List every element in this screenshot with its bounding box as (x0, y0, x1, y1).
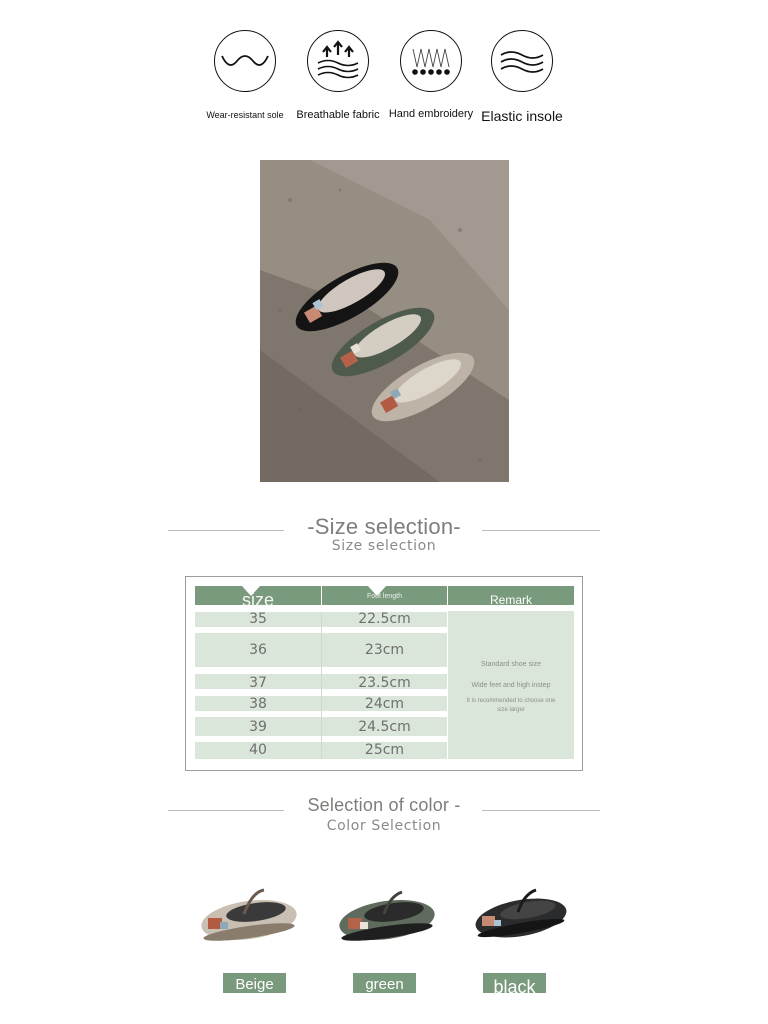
foot-length-cell: 22.5cm (358, 611, 411, 627)
feature-elastic (477, 30, 567, 124)
header-remark: Remark (489, 593, 532, 607)
foot-length-cell: 24.5cm (358, 719, 411, 735)
color-label-beige[interactable]: Beige (223, 973, 286, 993)
size-cell: 36 (249, 642, 267, 658)
size-cell: 35 (249, 611, 267, 627)
size-section-title: -Size selection- (307, 514, 461, 539)
feature-embroidery (386, 30, 476, 120)
product-photo (260, 160, 509, 482)
elastic-waves-icon (491, 30, 553, 92)
size-cell: 38 (249, 696, 267, 712)
shoe-green[interactable] (332, 870, 442, 960)
size-cell: 39 (249, 719, 267, 735)
remark-wide-feet: Wide feet and high instep (471, 682, 551, 689)
header-foot-length: Foot length (366, 593, 403, 600)
header-size: size (241, 590, 274, 610)
remark-standard: Standard shoe size (481, 661, 541, 668)
color-label-green[interactable]: green (353, 973, 416, 993)
size-cell: 40 (249, 742, 267, 758)
feature-label: Breathable fabric (296, 109, 380, 121)
color-section-title: Selection of color - (307, 795, 461, 815)
foot-length-cell: 23cm (364, 642, 405, 658)
foot-length-cell: 25cm (364, 742, 405, 758)
feature-wear-resistant (200, 30, 290, 120)
feature-label: Hand embroidery (388, 108, 474, 120)
foot-length-cell: 23.5cm (358, 675, 411, 691)
shoe-beige[interactable] (194, 870, 304, 960)
wavy-sole-icon (214, 30, 276, 92)
size-cell: 37 (249, 675, 267, 691)
foot-length-cell: 24cm (364, 696, 405, 712)
shoe-black[interactable] (466, 870, 576, 960)
breathable-arrows-icon (307, 30, 369, 92)
feature-label: Elastic insole (481, 108, 563, 124)
embroidery-stitch-icon (400, 30, 462, 92)
size-section-subtitle: Size selection (331, 538, 437, 554)
color-section-subtitle: Color Selection (326, 818, 442, 834)
remark-size-larger: It is recommended to choose one size larger (466, 698, 556, 713)
feature-label: Wear-resistant sole (206, 110, 284, 120)
color-label-black[interactable]: black (483, 973, 546, 993)
feature-breathable (293, 30, 383, 121)
